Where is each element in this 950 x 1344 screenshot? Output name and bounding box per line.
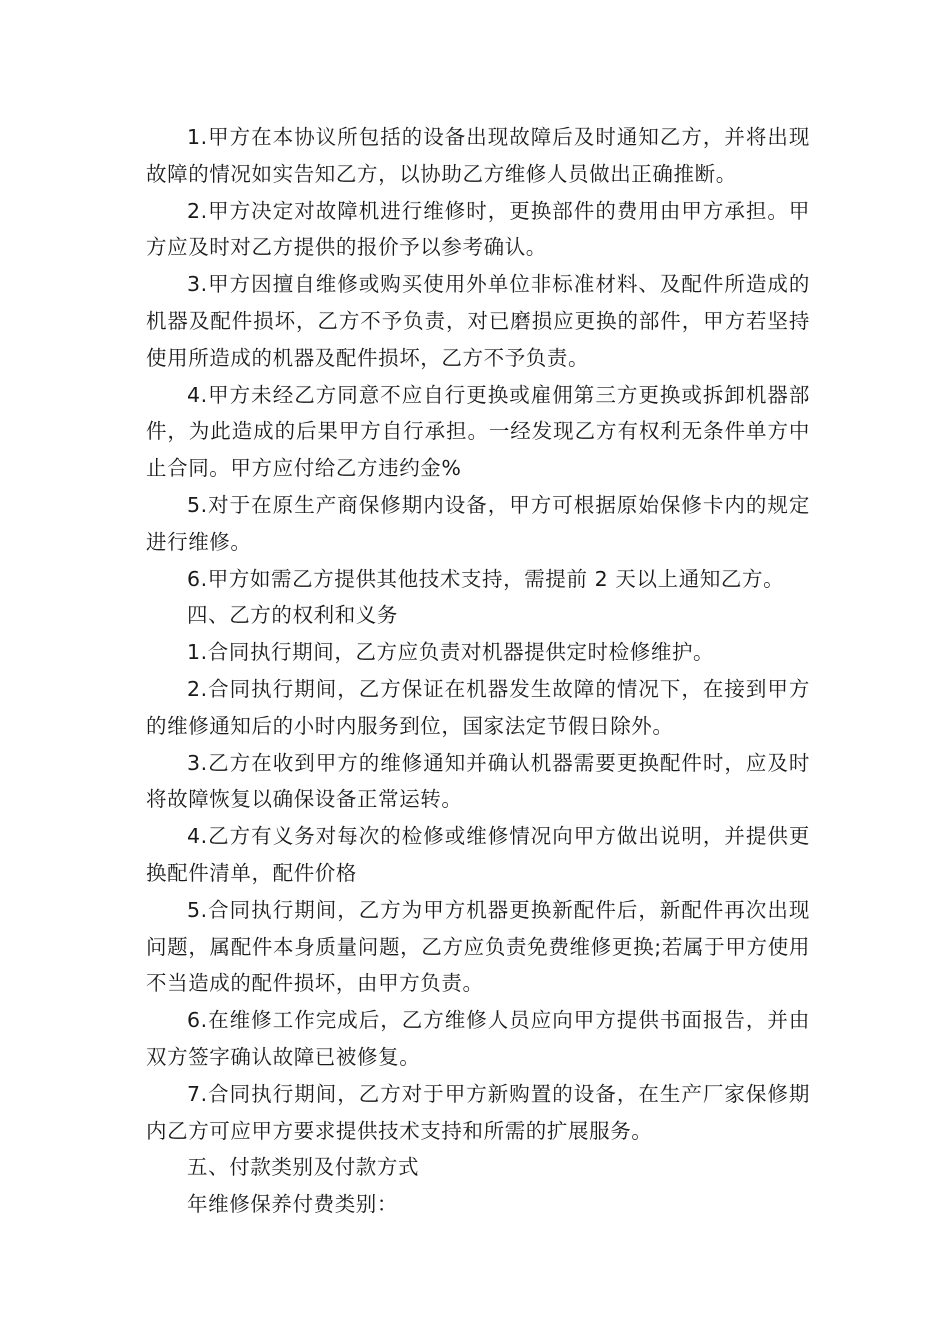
paragraph-14: 年维修保养付费类别：: [187, 1192, 398, 1217]
paragraph-8: 2.合同执行期间，乙方保证在机器发生故障的情况下，在接到甲方的维修通知后的小时内服务到位，国家法定节假日除外。: [146, 676, 810, 738]
paragraph-5: 5.对于在原生产商保修期内设备，甲方可根据原始保修卡内的规定进行维修。: [146, 492, 810, 554]
paragraph-13: 7.合同执行期间，乙方对于甲方新购置的设备，在生产厂家保修期内乙方可应甲方要求提供技术支持和所需的扩展服务。: [146, 1081, 810, 1143]
paragraph-10: 4.乙方有义务对每次的检修或维修情况向甲方做出说明，并提供更换配件清单，配件价格: [146, 824, 810, 885]
paragraph-2: 2.甲方决定对故障机进行维修时，更换部件的费用由甲方承担。甲方应及时对乙方提供的报价予以参考确认。: [146, 198, 810, 260]
paragraph-4: 4.甲方未经乙方同意不应自行更换或雇佣第三方更换或拆卸机器部件，为此造成的后果甲方自行承担。一经发现乙方有权利无条件单方中止合同。甲方应付给乙方违约金%: [146, 382, 810, 481]
section-heading-5: 五、付款类别及付款方式: [187, 1155, 420, 1180]
paragraph-3: 3.甲方因擅自维修或购买使用外单位非标准材料、及配件所造成的机器及配件损坏，乙方不予负责，对已磨损应更换的部件，甲方若坚持使用所造成的机器及配件损坏，乙方不予负责。: [146, 272, 810, 370]
paragraph-6: 6.甲方如需乙方提供其他技术支持，需提前 2 天以上通知乙方。: [187, 566, 785, 591]
document-body: [146, 119, 810, 1223]
section-heading-4: 四、乙方的权利和义务: [187, 603, 398, 628]
paragraph-12: 6.在维修工作完成后，乙方维修人员应向甲方提供书面报告，并由双方签字确认故障已被修复。: [146, 1008, 810, 1069]
paragraph-7: 1.合同执行期间，乙方应负责对机器提供定时检修维护。: [187, 640, 715, 665]
paragraph-11: 5.合同执行期间，乙方为甲方机器更换新配件后，新配件再次出现问题，属配件本身质量问题，乙方应负责免费维修更换;若属于甲方使用不当造成的配件损坏，由甲方负责。: [146, 897, 810, 996]
paragraph-1: 1.甲方在本协议所包括的设备出现故障后及时通知乙方，并将出现故障的情况如实告知乙方，以协助乙方维修人员做出正确推断。: [146, 125, 810, 186]
paragraph-9: 3.乙方在收到甲方的维修通知并确认机器需要更换配件时，应及时将故障恢复以确保设备正常运转。: [146, 750, 810, 812]
